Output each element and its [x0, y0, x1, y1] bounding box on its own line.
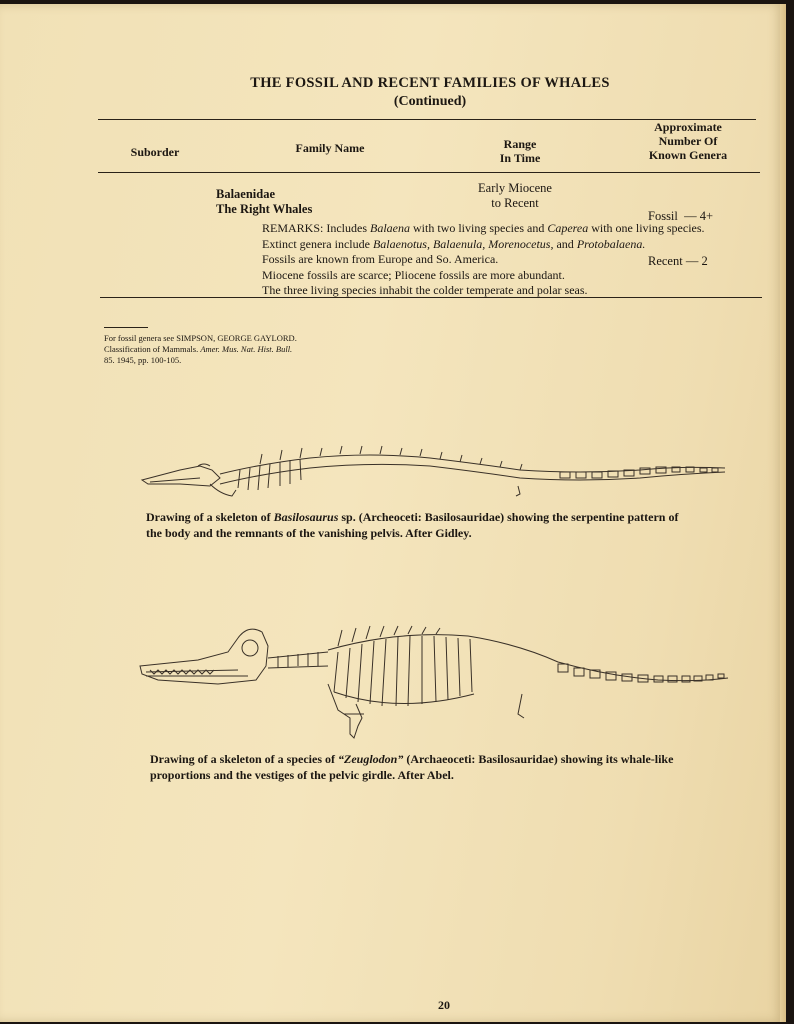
basilosaurus-skeleton-drawing	[140, 440, 730, 500]
table-bottom-rule	[100, 297, 762, 298]
page-subtitle: (Continued)	[393, 94, 467, 109]
header-family: Family Name	[295, 141, 365, 155]
caption-zeuglodon: Drawing of a skeleton of a species of “Zeuglodon” (Archaeoceti: Basilosauridae) showing its whale-like proportions and the vestiges of the pelvic girdle. After Abel.	[150, 752, 674, 782]
page-title: THE FOSSIL AND RECENT FAMILIES OF WHALES	[250, 75, 610, 91]
table-header-rule	[98, 172, 760, 173]
genera-count: Fossil — 4+ Recent — 2	[648, 209, 714, 268]
remarks-block: REMARKS: Includes Balaena with two living species and Caperea with one living species. Extinct genera include Balaenotus, Balaenula, Morenocetus, and Protobalaena. Fossils are known from Europe and So. America. Miocene fossils are scarce; Pliocene fossils are more abundant. The three living species inhabit the colder temperate and polar seas.	[262, 221, 705, 297]
caption-basilosaurus: Drawing of a skeleton of Basilosaurus sp. (Archeoceti: Basilosauridae) showing the serpentine pattern of the body and the remnants of the vanishing pelvis. After Gidley.	[146, 510, 679, 540]
header-approx-genera: Approximate Number Of Known Genera	[648, 120, 728, 162]
zeuglodon-skeleton-drawing	[138, 622, 730, 742]
page-edge	[780, 4, 786, 1022]
family-name: Balaenidae The Right Whales	[216, 187, 313, 216]
page-number: 20	[438, 998, 450, 1012]
header-range: Range In Time	[499, 137, 541, 165]
range-in-time: Early Miocene to Recent	[478, 181, 552, 210]
footnote: For fossil genera see SIMPSON, GEORGE GAYLORD. Classification of Mammals. Amer. Mus. Nat. Hist. Bull. 85. 1945, pp. 100-105.	[104, 333, 297, 365]
footnote-rule	[104, 327, 148, 328]
header-suborder: Suborder	[130, 145, 180, 159]
